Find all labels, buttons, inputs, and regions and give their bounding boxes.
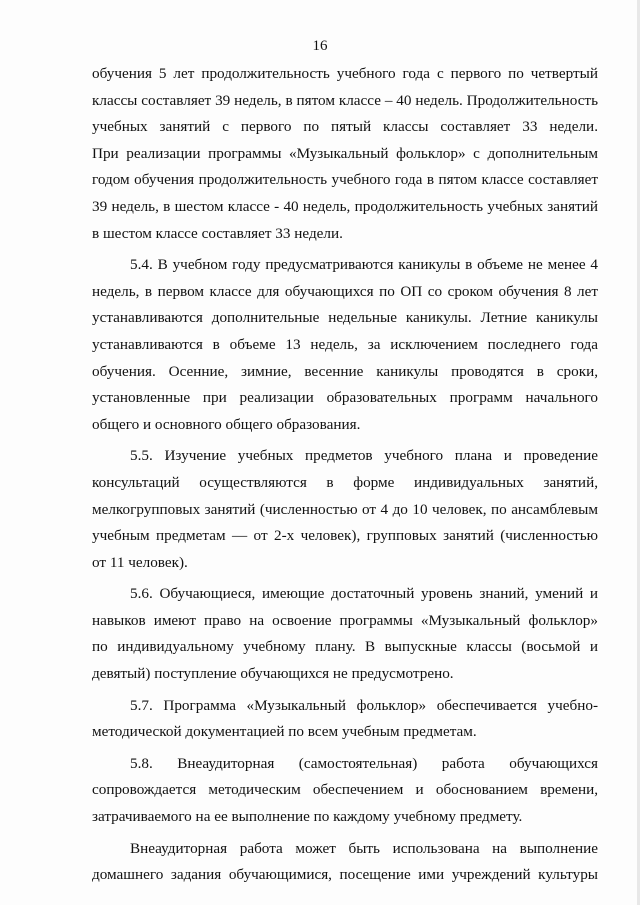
paragraph — [92, 751, 598, 831]
text-line: 5.6. Обучающиеся, имеющие достаточный уровень знаний, умений и — [130, 585, 598, 603]
text-line: 5.5. Изучение учебных предметов учебного плана и проведение — [130, 447, 598, 465]
text-line: устанавливаются в объеме 13 недель, за исключением последнего года — [92, 335, 598, 353]
text-line: сопровождается методическим обеспечением и обоснованием времени, — [92, 781, 598, 799]
text-line: 5.4. В учебном году предусматриваются каникулы в объеме не менее 4 — [130, 256, 598, 274]
text-line: учебным предметам — от 2-х человек), групповых занятий (численностью — [92, 527, 598, 545]
paragraph — [92, 836, 598, 889]
text-line: При реализации программы «Музыкальный фольклор» с дополнительным — [92, 144, 598, 162]
text-line: учебных занятий с первого по пятый классы составляет 33 недели. — [92, 118, 598, 136]
text-line: от 11 человек). — [92, 553, 188, 571]
text-line: обучения. Осенние, зимние, весенние каникулы проводятся в сроки, — [92, 362, 598, 380]
text-line: устанавливаются дополнительные недельные каникулы. Летние каникулы — [92, 309, 598, 327]
paragraph — [92, 443, 598, 576]
paragraph — [92, 581, 598, 687]
paragraph — [92, 252, 598, 438]
text-line: в шестом классе составляет 33 недели. — [92, 224, 343, 242]
text-line: Внеаудиторная работа может быть использована на выполнение — [130, 839, 598, 857]
text-line: установленные при реализации образовательных программ начального — [92, 389, 598, 407]
text-line: консультаций осуществляются в форме индивидуальных занятий, — [92, 473, 598, 491]
text-line: домашнего задания обучающимися, посещение ими учреждений культуры — [92, 866, 598, 884]
text-line: общего и основного общего образования. — [92, 415, 361, 433]
page-number: 16 — [312, 38, 328, 54]
text-line: годом обучения продолжительность учебного года в пятом классе составляет — [92, 171, 598, 189]
text-line: классы составляет 39 недель, в пятом классе – 40 недель. Продолжительность — [92, 91, 598, 109]
text-line: обучения 5 лет продолжительность учебного года с первого по четвертый — [92, 65, 598, 82]
text-line: 39 недель, в шестом классе - 40 недель, продолжительность учебных занятий — [92, 197, 598, 215]
text-line: методической документацией по всем учебным предметам. — [92, 723, 477, 741]
body-text — [92, 61, 598, 889]
text-line: девятый) поступление обучающихся не предусмотрено. — [92, 665, 454, 683]
paragraph — [92, 61, 598, 247]
text-line: недель, в первом классе для обучающихся по ОП со сроком обучения 8 лет — [92, 282, 598, 300]
text-line: навыков имеют право на освоение программы «Музыкальный фольклор» — [92, 611, 598, 629]
text-line: 5.8. Внеаудиторная (самостоятельная) работа обучающихся — [130, 754, 598, 772]
text-line: по индивидуальному учебному плану. В выпускные классы (восьмой и — [92, 638, 598, 656]
text-line: мелкогрупповых занятий (численностью от 4 до 10 человек, по ансамблевым — [92, 500, 598, 518]
text-line: затрачиваемого на ее выполнение по каждому учебному предмету. — [92, 808, 523, 826]
paragraph — [92, 693, 598, 746]
text-line: 5.7. Программа «Музыкальный фольклор» обеспечивается учебно- — [130, 696, 598, 714]
